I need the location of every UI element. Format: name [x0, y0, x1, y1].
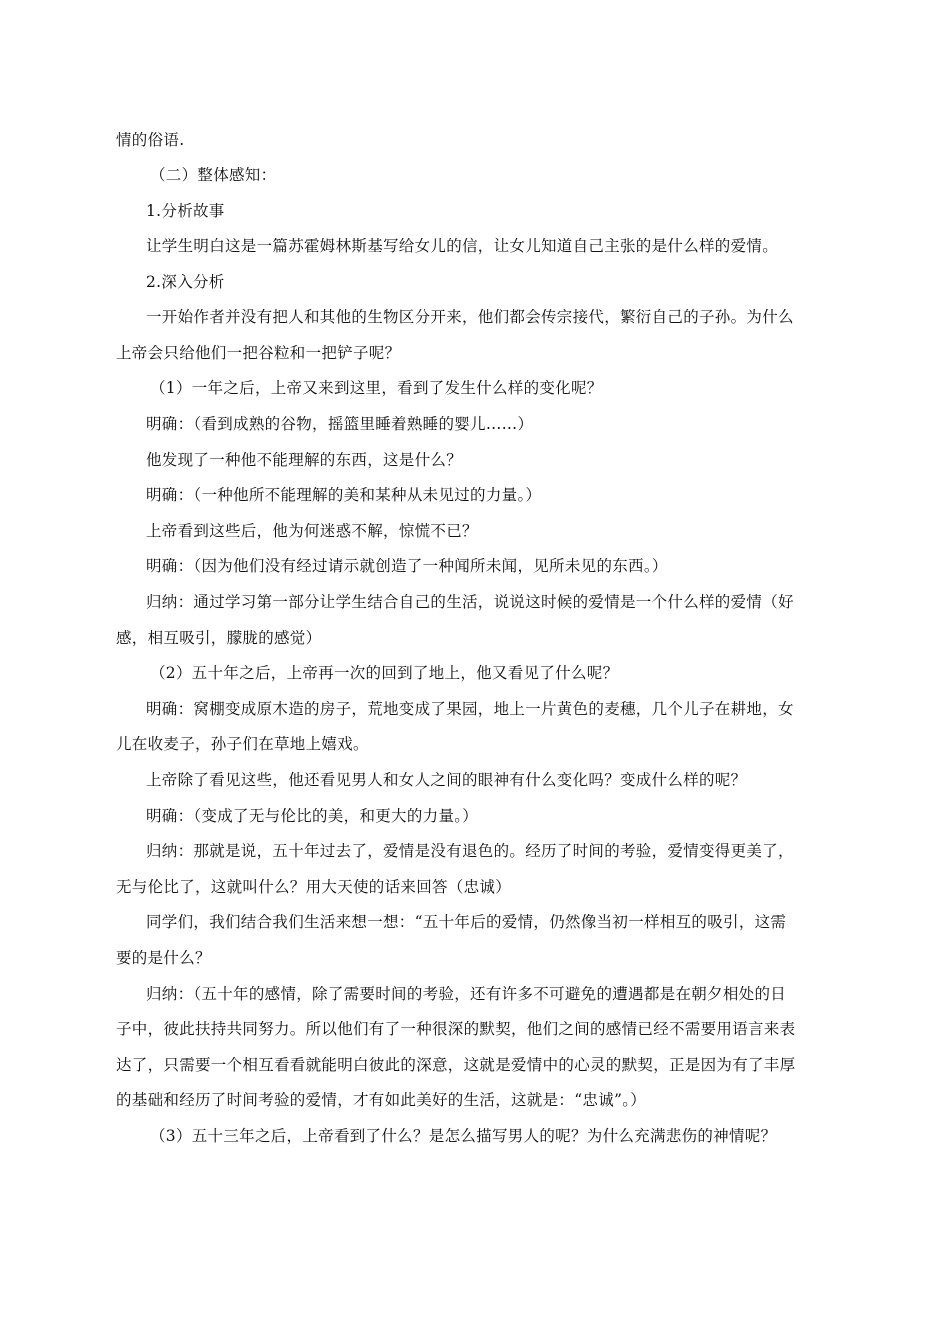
- text-line: 的基础和经历了时间考验的爱情，才有如此美好的生活，这就是：“忠诚”。）: [116, 1091, 647, 1109]
- text-line: 让学生明白这是一篇苏霍姆林斯基写给女儿的信，让女儿知道自己主张的是什么样的爱情。: [146, 237, 779, 255]
- text-line: 达了，只需要一个相互看看就能明白彼此的深意，这就是爱情中的心灵的默契，正是因为有了丰厚: [116, 1056, 796, 1074]
- subsection-heading: 2.深入分析: [146, 273, 225, 291]
- answer-line: 明确：（一种他所不能理解的美和某种从未见过的力量。）: [146, 486, 542, 504]
- section-heading: （二）整体感知：: [150, 166, 277, 184]
- summary-line: 归纳：（五十年的感情，除了需要时间的考验，还有许多不可避免的遭遇都是在朝夕相处的日: [146, 985, 787, 1003]
- question-line: 上帝看到这些后，他为何迷惑不解，惊慌不已？: [146, 522, 478, 540]
- question-line: 上帝除了看见这些，他还看见男人和女人之间的眼神有什么变化吗？变成什么样的呢？: [146, 771, 747, 789]
- question-line: （1）一年之后，上帝又来到这里，看到了发生什么样的变化呢？: [150, 379, 603, 397]
- text-line: 子中，彼此扶持共同努力。所以他们有了一种很深的默契，他们之间的感情已经不需要用语言来表: [116, 1020, 796, 1038]
- answer-line: 明确：窝棚变成原木造的房子，荒地变成了果园，地上一片黄色的麦穗，几个儿子在耕地，女: [146, 700, 794, 718]
- question-line: （2）五十年之后，上帝再一次的回到了地上，他又看见了什么呢？: [150, 664, 619, 682]
- text-line: 要的是什么？: [116, 949, 211, 967]
- text-line: 上帝会只给他们一把谷粒和一把铲子呢？: [116, 344, 401, 362]
- summary-line: 归纳：通过学习第一部分让学生结合自己的生活，说说这时候的爱情是一个什么样的爱情（好: [146, 593, 794, 611]
- text-line: 同学们，我们结合我们生活来想一想：“五十年后的爱情，仍然像当初一样相互的吸引，这需: [146, 913, 787, 931]
- question-line: （3）五十三年之后，上帝看到了什么？是怎么描写男人的呢？为什么充满悲伤的神情呢？: [150, 1127, 777, 1145]
- text-line: 感，相互吸引，朦胧的感觉）: [116, 629, 322, 647]
- text-line: 一开始作者并没有把人和其他的生物区分开来，他们都会传宗接代，繁衍自己的子孙。为什么: [146, 308, 794, 326]
- text-line: 儿在收麦子，孙子们在草地上嬉戏。: [116, 735, 369, 753]
- question-line: 他发现了一种他不能理解的东西，这是什么？: [146, 451, 463, 469]
- answer-line: 明确：（因为他们没有经过请示就创造了一种闻所未闻，见所未见的东西。）: [146, 557, 668, 575]
- answer-line: 明确：（看到成熟的谷物，摇篮里睡着熟睡的婴儿……）: [146, 415, 534, 433]
- summary-line: 归纳：那就是说，五十年过去了，爱情是没有退色的。经历了时间的考验，爱情变得更美了，: [146, 842, 794, 860]
- text-line: 无与伦比了，这就叫什么？用大天使的话来回答（忠诚）: [116, 878, 512, 896]
- text-line: 情的俗语.: [116, 131, 185, 149]
- subsection-heading: 1.分析故事: [146, 202, 225, 220]
- answer-line: 明确：（变成了无与伦比的美，和更大的力量。）: [146, 807, 479, 825]
